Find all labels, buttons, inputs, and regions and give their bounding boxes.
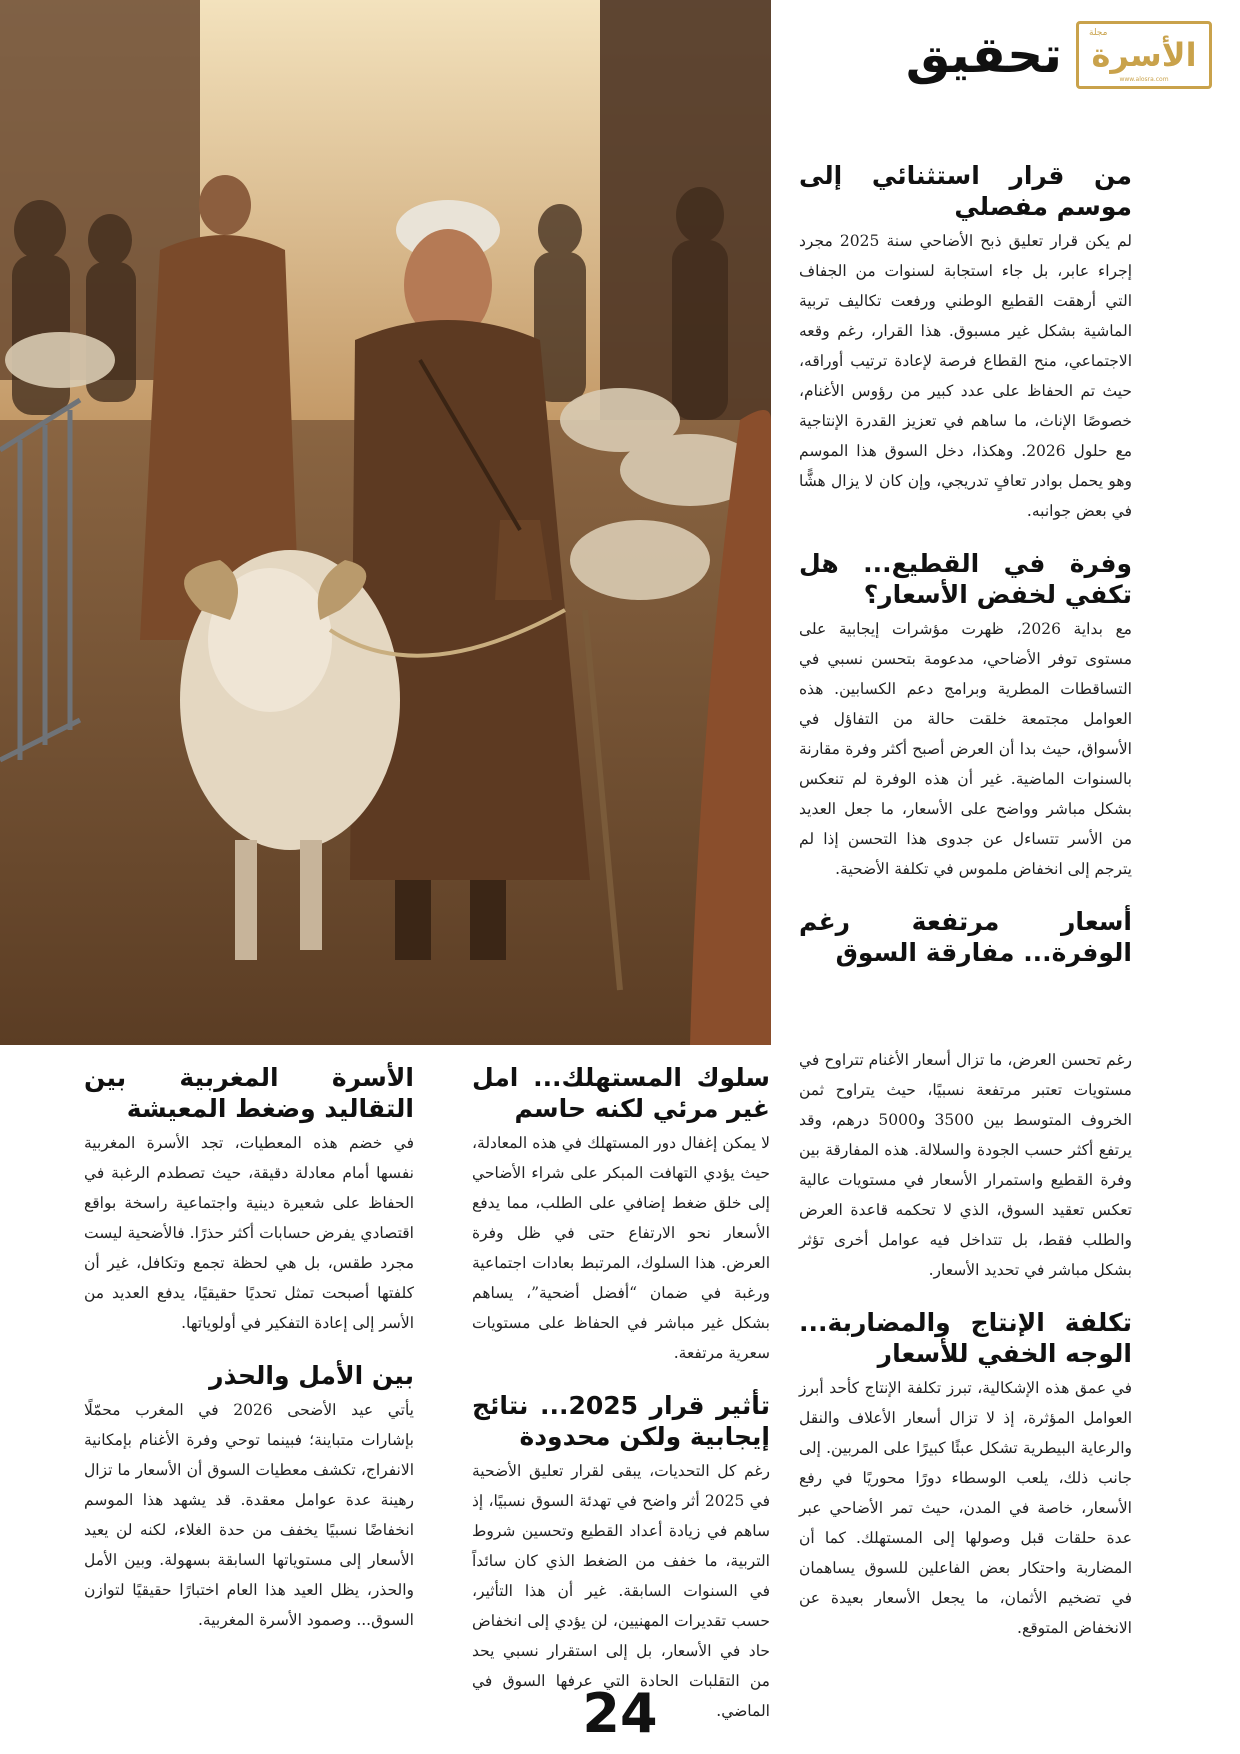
section-body: مع بداية 2026، ظهرت مؤشرات إيجابية على مستوى توفر الأضاحي، مدعومة بتحسن نسبي في التساقطات المطرية وبرامج دعم الكسابين. هذه العوامل مجتمعة خلقت حالة من التفاؤل في الأسواق، حيث بدا أن العرض أصبح أكثر وفرة مقارنة بالسنوات الماضية. غير أن هذه الوفرة لم تنعكس بشكل مباشر وواضح على الأسعار، ما جعل العديد من الأسر تتساءل عن جدوى هذا التحسن إذا لم يترجم إلى انخفاض ملموس في تكلفة الأضحية. [799,620,1132,878]
article-section [799,1307,1132,1643]
section-heading: بين الأمل والحذر [209,1361,414,1390]
section-heading: وفرة في القطيع... هل تكفي لخفض الأسعار؟ [799,549,1132,609]
section-heading: تأثير قرار 2025... نتائج إيجابية ولكن محدودة [472,1391,770,1451]
logo-small-text: مجلة [1089,28,1108,38]
section-body: رغم كل التحديات، يبقى لقرار تعليق الأضحية في 2025 أثر واضح في تهدئة السوق نسبيًا، إذ ساهم في زيادة أعداد القطيع وتحسين شروط التربية، ما خفف من الضغط الذي كان سائداً في السنوات السابقة. غير أن هذا التأثير، حسب تقديرات المهنيين، لن يؤدي إلى انخفاض حاد في الأسعار، بل إلى استقرار نسبي يحد من التقلبات الحادة التي عرفها السوق في الماضي. [472,1462,770,1720]
section-title: تحقيق [905,26,1062,84]
section-body: لا يمكن إغفال دور المستهلك في هذه المعادلة، حيث يؤدي التهافت المبكر على شراء الأضاحي إلى خلق ضغط إضافي على الطلب، مما يدفع الأسعار نحو الارتفاع حتى في ظل وفرة العرض. هذا السلوك، المرتبط بعادات اجتماعية ورغبة في ضمان “أفضل أضحية”، يساهم بشكل غير مباشر في الحفاظ على مستويات سعرية مرتفعة. [472,1134,770,1362]
middle-column [472,1062,770,1748]
section-body: لم يكن قرار تعليق ذبح الأضاحي سنة 2025 مجرد إجراء عابر، بل جاء استجابة لسنوات من الجفاف التي أرهقت القطيع الوطني ورفعت تكاليف تربية الماشية بشكل غير مسبوق. هذا القرار، رغم وقعه الاجتماعي، منح القطاع فرصة لإعادة ترتيب أوراقه، حيث تم الحفاظ على عدد كبير من رؤوس الأغنام، خصوصًا الإناث، ما ساهم في تعزيز القدرة الإنتاجية مع حلول 2026. وهكذا، دخل السوق هذا الموسم وهو يحمل بوادر تعافٍ تدريجي، وإن كان لا يزال هشًّا في بعض جوانبه. [799,232,1132,520]
article-section [799,548,1132,884]
article-section [799,1045,1132,1285]
section-body: رغم تحسن العرض، ما تزال أسعار الأغنام تتراوح في مستويات تعتبر مرتفعة نسبيًا، حيث يتراوح ثمن الخروف المتوسط بين 3500 و5000 درهم، وقد يرتفع أكثر حسب الجودة والسلالة. هذه المفارقة بين وفرة القطيع واستمرار الأسعار في مستويات عالية تعكس تعقيد السوق، الذي لا تحكمه قاعدة العرض والطلب فقط، بل تتداخل فيه عوامل أخرى تؤثر بشكل مباشر في تحديد الأسعار. [799,1051,1132,1279]
article-section [472,1062,770,1368]
magazine-logo [1076,21,1212,89]
section-heading: من قرار استثنائي إلى موسم مفصلي [799,161,1132,221]
article-section [799,160,1132,526]
right-column-top [799,160,1132,990]
section-heading: سلوك المستهلك... امل غير مرئي لكنه حاسم [472,1063,770,1123]
article-section [799,906,1132,968]
article-section [472,1390,770,1726]
page-header [906,20,1212,90]
article-section [84,1062,414,1338]
section-heading: تكلفة الإنتاج والمضاربة... الوجه الخفي للأسعار [799,1308,1132,1368]
section-body: في عمق هذه الإشكالية، تبرز تكلفة الإنتاج كأحد أبرز العوامل المؤثرة، إذ لا تزال أسعار الأعلاف والنقل والرعاية البيطرية تشكل عبئًا كبيرًا على المربين. إلى جانب ذلك، يلعب الوسطاء دورًا محوريًا في رفع الأسعار، خاصة في المدن، حيث تمر الأضاحي عبر عدة حلقات قبل وصولها إلى المستهلك. كما أن المضاربة واحتكار بعض الفاعلين للسوق يساهمان في تضخيم الأثمان، ما يجعل الأسعار بعيدة عن الانخفاض المتوقع. [799,1379,1132,1637]
section-heading: أسعار مرتفعة رغم الوفرة... مفارقة السوق [799,907,1132,967]
article-section [84,1360,414,1635]
logo-url: www.alosra.com [1119,76,1169,83]
section-body: في خضم هذه المعطيات، تجد الأسرة المغربية نفسها أمام معادلة دقيقة، حيث تصطدم الرغبة في الحفاظ على شعيرة دينية واجتماعية راسخة بواقع اقتصادي يفرض حسابات أكثر حذرًا. فالأضحية ليست مجرد طقس، بل هي لحظة تجمع وتكافل، غير أن كلفتها أصبحت تمثل تحديًا حقيقيًا، يدفع العديد من الأسر إلى إعادة التفكير في أولوياتها. [84,1134,414,1332]
left-column [84,1062,414,1657]
section-body: يأتي عيد الأضحى 2026 في المغرب محمّلًا بإشارات متباينة؛ فبينما توحي وفرة الأغنام بإمكانية الانفراج، تكشف معطيات السوق أن الأسعار ما تزال رهينة عدة عوامل معقدة. قد يشهد هذا الموسم انخفاضًا نسبيًا يخفف من حدة الغلاء، لكنه لن يعيد الأسعار إلى مستوياتها السابقة بسهولة. وبين الأمل والحذر، يظل العيد هذا العام اختبارًا حقيقيًا لتوازن السوق... وصمود الأسرة المغربية. [84,1401,414,1629]
right-column-bottom [799,1045,1132,1665]
market-photo [0,0,771,1045]
market-photo-illustration [0,0,771,1045]
logo-text: الأسرة [1091,36,1197,74]
section-heading: الأسرة المغربية بين التقاليد وضغط المعيشة [84,1063,414,1123]
page-number: 24 [582,1682,658,1745]
